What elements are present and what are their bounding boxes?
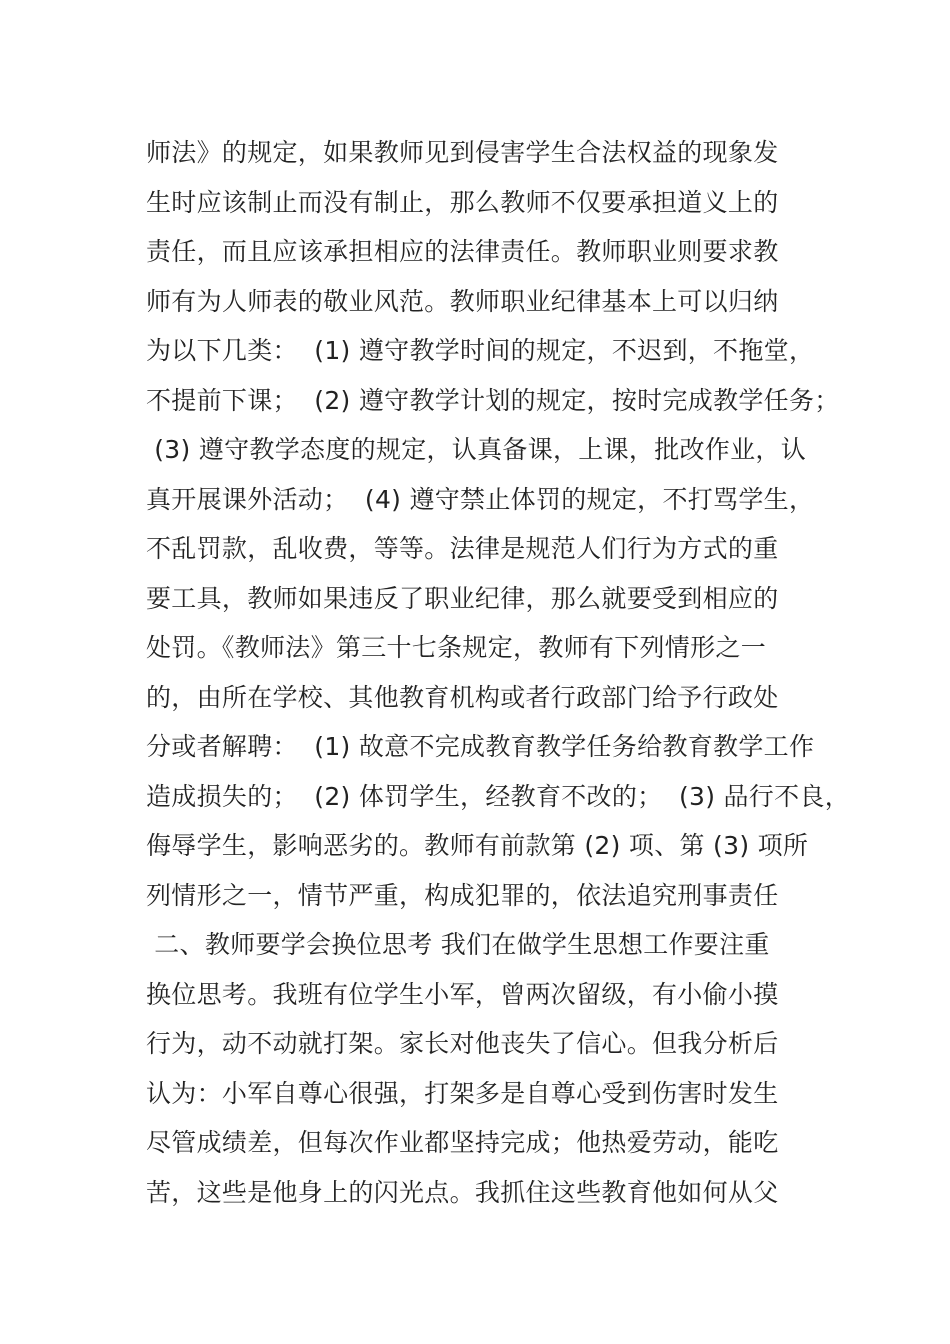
text-line: (3) 遵守教学态度的规定，认真备课，上课，批改作业，认 bbox=[146, 435, 807, 464]
body-text bbox=[146, 128, 851, 1217]
text-line: 不提前下课； (2) 遵守教学计划的规定，按时完成教学任务； bbox=[146, 385, 840, 415]
text-line: 真开展课外活动； (4) 遵守禁止体罚的规定，不打骂学生， bbox=[146, 484, 815, 514]
text-line: 换位思考。我班有位学生小军，曾两次留级，有小偷小摸 bbox=[146, 979, 779, 1009]
text-line: 侮辱学生，影响恶劣的。教师有前款第 (2) 项、第 (3) 项所 bbox=[146, 831, 809, 860]
text-line: 要工具，教师如果违反了职业纪律，那么就要受到相应的 bbox=[146, 583, 779, 613]
text-line: 造成损失的； (2) 体罚学生，经教育不改的； (3) 品行不良， bbox=[146, 781, 851, 811]
text-line: 处罚。《教师法》第三十七条规定，教师有下列情形之一 bbox=[146, 633, 767, 662]
text-line: 苦，这些是他身上的闪光点。我抓住这些教育他如何从父 bbox=[146, 1177, 779, 1207]
text-line: 认为：小军自尊心很强，打架多是自尊心受到伤害时发生 bbox=[146, 1078, 779, 1108]
text-line: 责任，而且应该承担相应的法律责任。教师职业则要求教 bbox=[146, 237, 779, 266]
text-line: 师法》的规定，如果教师见到侵害学生合法权益的现象发 bbox=[146, 138, 779, 167]
text-line: 分或者解聘： (1) 故意不完成教育教学任务给教育教学工作 bbox=[146, 732, 815, 761]
text-line: 生时应该制止而没有制止，那么教师不仅要承担道义上的 bbox=[146, 187, 779, 217]
text-line: 不乱罚款，乱收费，等等。法律是规范人们行为方式的重 bbox=[146, 534, 779, 563]
text-line: 为以下几类： (1) 遵守教学时间的规定，不迟到，不拖堂， bbox=[146, 336, 815, 365]
text-line: 二、教师要学会换位思考 我们在做学生思想工作要注重 bbox=[146, 930, 770, 959]
text-line: 列情形之一，情节严重，构成犯罪的，依法追究刑事责任 bbox=[146, 880, 779, 910]
text-line: 师有为人师表的敬业风范。教师职业纪律基本上可以归纳 bbox=[146, 286, 779, 316]
text-line: 的，由所在学校、其他教育机构或者行政部门给予行政处 bbox=[146, 682, 779, 712]
text-line: 尽管成绩差，但每次作业都坚持完成；他热爱劳动，能吃 bbox=[146, 1128, 779, 1157]
text-line: 行为，动不动就打架。家长对他丧失了信心。但我分析后 bbox=[146, 1029, 779, 1058]
